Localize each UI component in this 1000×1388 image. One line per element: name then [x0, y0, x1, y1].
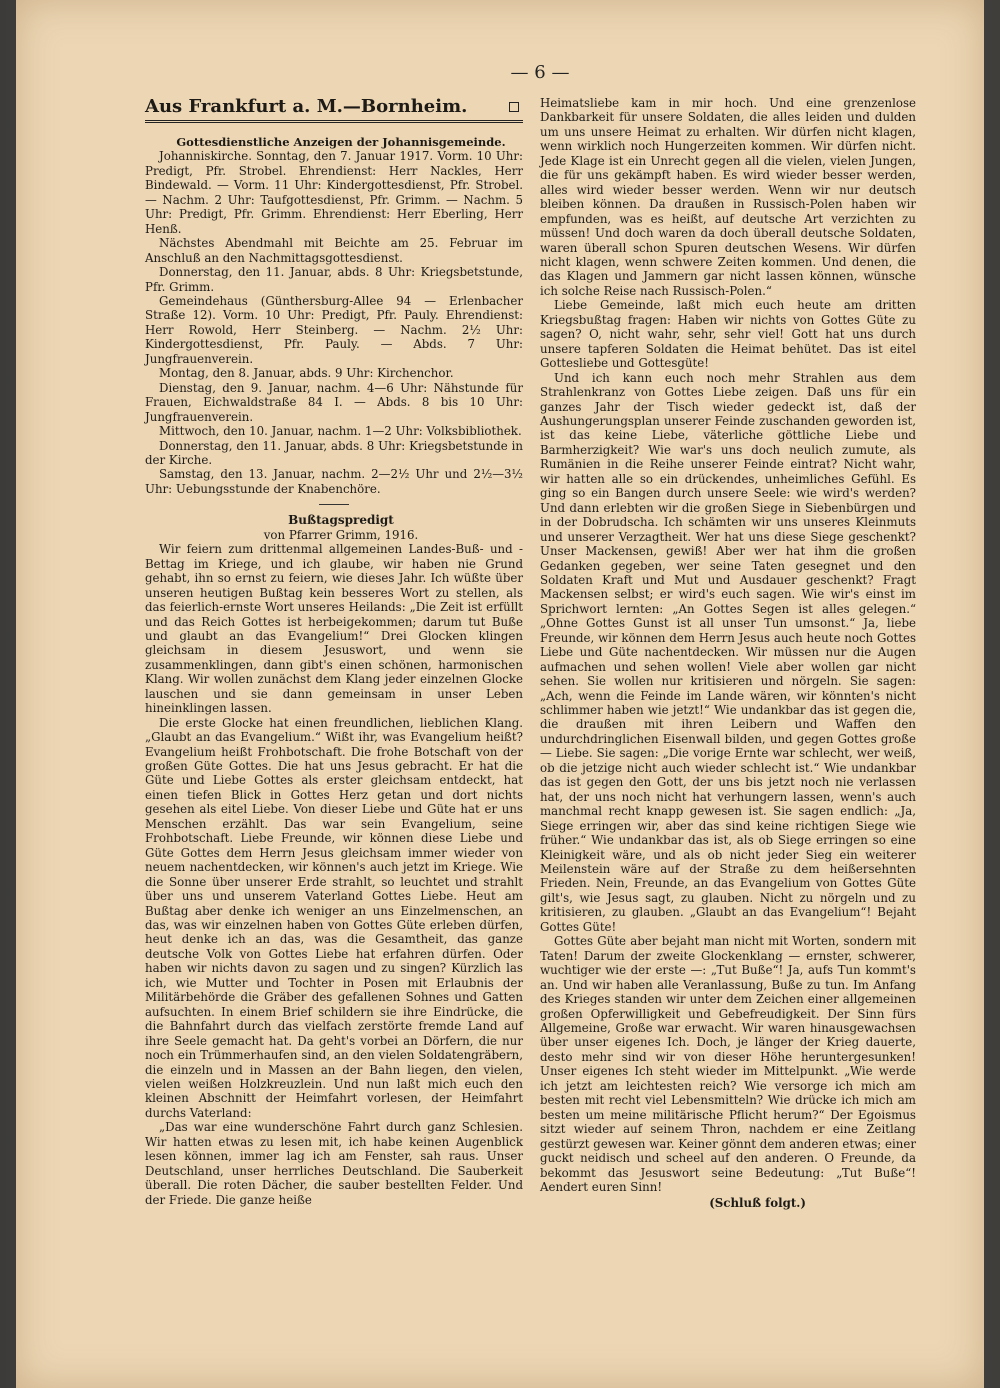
sermon-byline: von Pfarrer Grimm, 1916. [263, 527, 419, 542]
sermon-paragraph: Die erste Glocke hat einen freundlichen, lieblichen Klang. „Glaubt an das Evangelium.“ Wißt ihr, was Evangelium heißt? Evangelium heißt Frohbotschaft. Die frohe Botschaft von der großen Güte Gottes. Die hat uns Jesus gebracht. Er hat die Güte und Liebe Gottes als erster gleichsam entdeckt, hat einen tiefen Blick in Gottes Herz getan und dort nichts gesehen als eitel Liebe. Von dieser Liebe und Güte hat er uns Menschen erzählt. Das war sein Evangelium, seine Frohbotschaft. Liebe Freunde, wir können diese Liebe und Güte Gottes dem Herrn Jesus gleichsam immer wieder von neuem nachentdecken, wir können's auch jetzt im Kriege. Wie die Sonne über unserer Erde strahlt, so leuchtet und strahlt über uns und unserem Vaterland Gottes Liebe. Heut am Bußtag aber denke ich weniger an uns Einzelmenschen, an das, was wir einzelnen haben von Gottes Güte erleben dürfen, heut denke ich an das, was die Gesamtheit, das ganze deutsche Volk von Gottes Liebe hat erfahren dürfen. Oder haben wir nichts davon zu sagen und zu singen? Kürzlich las ich, wie Mutter und Tochter in Posen mit Erlaubnis der Militärbehörde die Gräber des gefallenen Sohnes und Gatten aufsuchten. In einem Brief schildern sie ihre Eindrücke, die die Bahnfahrt durch das vielfach zerstörte fremde Land auf ihre Seele gemacht hat. Da geht's vorbei an Dörfern, die nur noch ein Trümmerhaufen sind, an den vielen Soldatengräbern, die einzeln und in Massen an der Bahn liegen, den vielen, vielen weißen Holzkreuzlein. Und nun laßt mich euch den kleinen Abschnitt der Heimfahrt vorlesen, der Heimfahrt durchs Vaterland: [145, 715, 523, 1120]
announcement-item: Nächstes Abendmahl mit Beichte am 25. Februar im Anschluß an den Nachmittagsgottesdienst. [145, 236, 523, 265]
section-header [145, 96, 523, 123]
square-ornament-icon [509, 102, 519, 112]
section-title: Aus Frankfurt a. M.—Bornheim. [145, 96, 468, 117]
announcement-item: Johanniskirche. Sonntag, den 7. Januar 1917. Vorm. 10 Uhr: Predigt, Pfr. Strobel. Ehrendienst: Herr Nackles, Herr Bindewald. — Vorm. 11 Uhr: Kindergottesdienst, Pfr. Strobel. — Nachm. 2 Uhr: Taufgottesdienst, Pfr. Grimm. — Nachm. 5 Uhr: Predigt, Pfr. Grimm. Ehrendienst: Herr Eberling, Herr Henß. [145, 149, 523, 236]
sermon-paragraph: Heimatsliebe kam in mir hoch. Und eine grenzenlose Dankbarkeit für unsere Soldaten, die alles leiden und dulden um uns unsere Heimat zu erhalten. Wir dürfen nicht klagen, wenn wirklich noch Hungerzeiten kommen. Wir dürfen nicht. Jede Klage ist ein Unrecht gegen all die vielen, vielen Jungen, die für uns gekämpft haben. Es wird wieder besser werden, alles wird wieder besser werden. Wenn wir nur deutsch bleiben können. Da draußen in Russisch-Polen haben wir empfunden, was es heißt, auf deutsche Art verzichten zu müssen! Und doch waren da doch überall deutsche Soldaten, waren überall schon Spuren deutschen Wesens. Wir dürfen nicht klagen, wenn schwere Zeiten kommen. Und denen, die das Klagen und Jammern gar nicht lassen können, wünsche ich solche Reise nach Russisch-Polen.“ [540, 96, 916, 298]
left-column [145, 96, 523, 1207]
sermon-paragraph: Und ich kann euch noch mehr Strahlen aus dem Strahlenkranz von Gottes Liebe zeigen. Daß uns für ein ganzes Jahr der Tisch wieder gedeckt ist, daß der Aushungerungsplan unserer Feinde zuschanden geworden ist, ist das keine Liebe, väterliche göttliche Liebe und Barmherzigkeit? Wie war's uns doch neulich zumute, als Rumänien in die Reihe unserer Feinde eintrat? Nicht wahr, wir hatten alle so ein drückendes, unheimliches Gefühl. Es ging so ein Bangen durch unsere Seele: wie wird's werden? Und dann erlebten wir die großen Siege in Siebenbürgen und in der Dobrudscha. Ich schämten wir uns unseres Kleinmuts und unserer Verzagtheit. Wer hat uns diese Siege geschenkt? Unser Mackensen, gewiß! Aber wer hat ihm die großen Gedanken gegeben, wer seine Taten gesegnet und den Soldaten Kraft und Mut und Ausdauer geschenkt? Fragt Mackensen selbst; er wird's euch sagen. Wie wir's einst im Sprichwort lernten: „An Gottes Segen ist alles gelegen.“ „Ohne Gottes Gunst ist all unser Tun umsonst.“ Ja, liebe Freunde, wir können dem Herrn Jesus auch heute noch Gottes Liebe und Güte nachentdecken. Wir müssen nur die Augen aufmachen und sehen wollen! Viele aber wollen gar nicht sehen. Sie wollen nur kritisieren und nörgeln. Sie sagen: „Ach, wenn die Feinde im Lande wären, wir könnten's nicht schlimmer haben wie jetzt!“ Wie undankbar das ist gegen die, die draußen mit ihren Leibern und Waffen den undurchdringlichen Eisenwall bilden, und gegen Gottes große — Liebe. Sie sagen: „Die vorige Ernte war schlecht, wer weiß, ob die jetzige nicht auch wieder schlecht ist.“ Wie undankbar das ist gegen den Gott, der uns bis jetzt noch nie verlassen hat, der uns noch nicht hat verhungern lassen, wenn's auch manchmal recht knapp gewesen ist. Sie sagen endlich: „Ja, Siege erringen wir, aber das sind keine richtigen Siege wie früher.“ Wie undankbar das ist, als ob Siege erringen so eine Kleinigkeit wäre, und als ob nicht jeder Sieg ein weiterer Meilenstein wäre auf der Straße zu dem heißersehnten Frieden. Nein, Freunde, an das Evangelium von Gottes Güte gilt's, wie Jesus sagt, zu glauben. Nicht zu nörgeln und zu kritisieren, zu glauben. „Glaubt an das Evangelium“! Bejaht Gottes Güte! [540, 370, 916, 934]
page-number: — 6 — [510, 62, 570, 83]
announcement-item: Samstag, den 13. Januar, nachm. 2—2½ Uhr und 2½—3½ Uhr: Uebungsstunde der Knabenchöre. [145, 467, 523, 496]
continuation-note: (Schluß folgt.) [709, 1196, 806, 1211]
section-subtitle: Gottesdienstliche Anzeigen der Johannisgemeinde. [176, 135, 506, 149]
announcement-item: Gemeindehaus (Günthersburg-Allee 94 — Erlenbacher Straße 12). Vorm. 10 Uhr: Predigt, Pfr. Pauly. Ehrendienst: Herr Rowold, Herr Steinberg. — Nachm. 2½ Uhr: Kindergottesdienst, Pfr. Pauly. — Abds. 7 Uhr: Jungfrauenverein. [145, 293, 523, 366]
sermon-paragraph: „Das war eine wunderschöne Fahrt durch ganz Schlesien. Wir hatten etwas zu lesen mit, ich habe keinen Augenblick lesen können, immer lag ich am Fenster, sah raus. Unser Deutschland, unser herrliches Deutschland. Die Sauberkeit überall. Die roten Dächer, die sauber bestellten Felder. Und der Friede. Die ganze heiße [145, 1120, 523, 1207]
announcement-item: Dienstag, den 9. Januar, nachm. 4—6 Uhr: Nähstunde für Frauen, Eichwaldstraße 84 I. — Abds. 8 bis 10 Uhr: Jungfrauenverein. [145, 380, 523, 424]
announcement-item: Montag, den 8. Januar, abds. 9 Uhr: Kirchenchor. [159, 366, 454, 381]
right-column [540, 96, 916, 1211]
sermon-paragraph: Gottes Güte aber bejaht man nicht mit Worten, sondern mit Taten! Darum der zweite Glockenklang — ernster, schwerer, wuchtiger wie der erste —: „Tut Buße“! Ja, aufs Tun kommt's an. Und wir haben alle Veranlassung, Buße zu tun. Im Anfang des Krieges standen wir unter dem Zeichen einer allgemeinen großen Opferwilligkeit und Gebefreudigkeit. Der Sinn fürs Allgemeine, Große war erwacht. Wir waren hinausgewachsen über unser eigenes Ich. Doch, je länger der Krieg dauerte, desto mehr sind wir von dieser Höhe heruntergesunken! Unser eigenes Ich steht wieder im Mittelpunkt. „Wie werde ich jetzt am leichtesten reich? Wie versorge ich mich am besten mit recht viel Lebensmitteln? Wie drücke ich mich am besten um meine militärische Pflicht herum?“ Der Egoismus sitzt wieder auf seinem Thron, nachdem er eine Zeitlang gestürzt gewesen war. Keiner gönnt dem anderen etwas; einer guckt neidisch und scheel auf den anderen. O Freunde, da bekommt das Jesuswort seine Bedeutung: „Tut Buße“! Aendert euren Sinn! [540, 934, 917, 1194]
sermon-paragraph: Wir feiern zum drittenmal allgemeinen Landes-Buß- und -Bettag im Kriege, und ich glaube, wir haben nie Grund gehabt, ihn so ernst zu feiern, wie dieses Jahr. Ich wüßte über unseren heutigen Bußtag kein besseres Wort zu stellen, als das feierlich-ernste Wort unseres Heilands: „Die Zeit ist erfüllt und das Reich Gottes ist herbeigekommen; darum tut Buße und glaubt an das Evangelium!“ Drei Glocken klingen gleichsam in diesem Jesuswort, und wenn sie zusammenklingen, dann gibt's einen schönen, harmonischen Klang. Wir wollen zunächst dem Klang jeder einzelnen Glocke lauschen und sie dann gemeinsam in unser Leben hineinklingen lassen. [145, 542, 523, 716]
divider [319, 504, 349, 505]
announcement-item: Donnerstag, den 11. Januar, abds. 8 Uhr: Kriegsbetstunde in der Kirche. [145, 438, 523, 467]
sermon-title: Bußtagspredigt [288, 513, 394, 528]
announcement-item: Mittwoch, den 10. Januar, nachm. 1—2 Uhr: Volksbibliothek. [159, 424, 522, 439]
announcement-item: Donnerstag, den 11. Januar, abds. 8 Uhr: Kriegsbetstunde, Pfr. Grimm. [145, 265, 523, 294]
sermon-paragraph: Liebe Gemeinde, laßt mich euch heute am dritten Kriegsbußtag fragen: Haben wir nichts von Gottes Güte zu sagen? O, nicht wahr, sehr, sehr viel! Gott hat uns durch unsere tapferen Soldaten die Heimat behütet. Das ist eitel Gottesliebe und Gottesgüte! [540, 298, 916, 371]
